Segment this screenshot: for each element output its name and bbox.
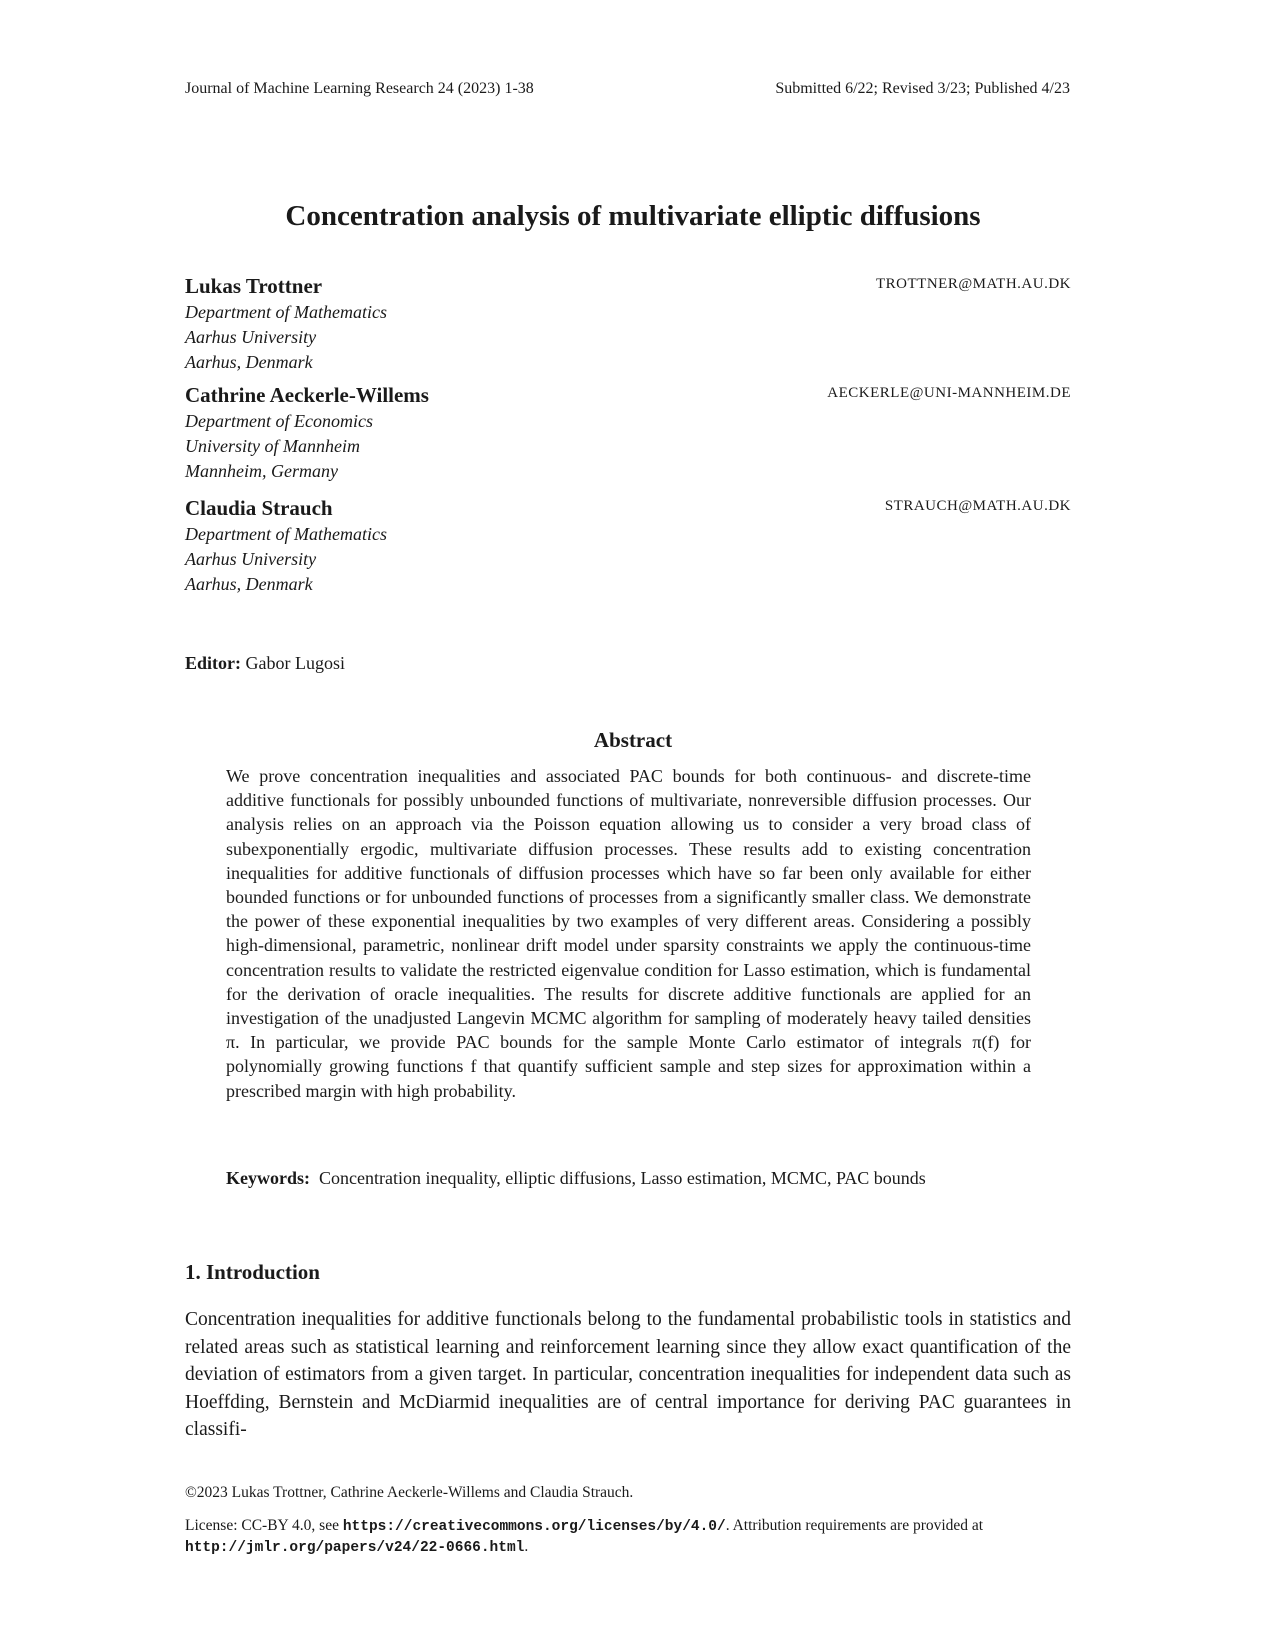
author-location: Aarhus, Denmark (185, 574, 313, 594)
abstract-text: We prove concentration inequalities and associated PAC bounds for both continuous- and discrete-time additive functionals for possibly unbounded functions of multivariate, nonreversible diffusion processes. Our analysis relies on an approach via the Poisson equation allowing us to consider a very broad class of subexponentially ergodic, multivariate diffusion processes. These results add to existing concentration inequalities for additive functionals of diffusion processes which have so far been only available for either bounded functions or for unbounded functions of processes from a significantly smaller class. We demonstrate the power of these exponential inequalities by two examples of very different areas. Considering a possibly high-dimensional, parametric, nonlinear drift model under sparsity constraints we apply the continuous-time concentration results to validate the restricted eigenvalue condition for Lasso estimation, which is fundamental for the derivation of oracle inequalities. The results for discrete additive functionals are applied for an investigation of the unadjusted Langevin MCMC algorithm for sampling of moderately heavy tailed densities π. In particular, we provide PAC bounds for the sample Monte Carlo estimator of integrals π(f) for polynomially growing functions f that quantify sufficient sample and step sizes for approximation within a prescribed margin with high probability. (226, 766, 1031, 1101)
author-name: Claudia Strauch (185, 496, 333, 520)
license-middle: . Attribution requirements are provided at (725, 1517, 984, 1534)
author-institution: Aarhus University (185, 327, 317, 347)
author-department: Department of Mathematics (185, 524, 387, 544)
license-prefix: License: CC-BY 4.0, see (185, 1517, 343, 1534)
author-email: TROTTNER@MATH.AU.DK (876, 276, 1071, 292)
author-department: Department of Mathematics (185, 302, 387, 322)
keywords-line (226, 1166, 1031, 1190)
license-line (185, 1516, 1071, 1558)
paper-title: Concentration analysis of multivariate elliptic diffusions (285, 200, 981, 232)
author-location: Mannheim, Germany (185, 461, 338, 481)
author-block (185, 494, 1071, 597)
copyright-line: ©2023 Lukas Trottner, Cathrine Aeckerle-Willems and Claudia Strauch. (185, 1484, 634, 1501)
running-header-dates: Submitted 6/22; Revised 3/23; Published 4/23 (775, 80, 1070, 97)
keywords-label: Keywords: (226, 1168, 310, 1188)
running-header-journal: Journal of Machine Learning Research 24 (2023) 1-38 (185, 80, 534, 97)
author-block (185, 272, 1071, 375)
author-block (185, 381, 1071, 484)
author-name: Cathrine Aeckerle-Willems (185, 383, 429, 407)
editor-label: Editor: (185, 653, 241, 673)
editor-name: Gabor Lugosi (245, 653, 345, 673)
editor-line (185, 653, 345, 674)
license-link[interactable]: https://creativecommons.org/licenses/by/4.0/ (342, 1519, 726, 1535)
section-heading: 1. Introduction (185, 1260, 320, 1284)
author-institution: University of Mannheim (185, 436, 360, 456)
keywords-text: Concentration inequality, elliptic diffusions, Lasso estimation, MCMC, PAC bounds (319, 1168, 926, 1188)
license-suffix: . (524, 1538, 529, 1555)
attribution-link[interactable]: http://jmlr.org/papers/v24/22-0666.html (185, 1540, 525, 1556)
author-location: Aarhus, Denmark (185, 352, 313, 372)
author-email: AECKERLE@UNI-MANNHEIM.DE (827, 385, 1071, 401)
abstract-heading: Abstract (593, 728, 673, 752)
author-department: Department of Economics (185, 411, 373, 431)
section-text: Concentration inequalities for additive functionals belong to the fundamental probabilistic tools in statistics and related areas such as statistical learning and reinforcement learning since they allow exact quantification of the deviation of estimators from a given target. In particular, concentration inequalities for independent data such as Hoeffding, Bernstein and McDiarmid inequalities are of central importance for deriving PAC guarantees in classifi- (185, 1309, 1071, 1440)
author-name: Lukas Trottner (185, 274, 323, 298)
author-email: STRAUCH@MATH.AU.DK (884, 498, 1071, 514)
author-institution: Aarhus University (185, 549, 317, 569)
